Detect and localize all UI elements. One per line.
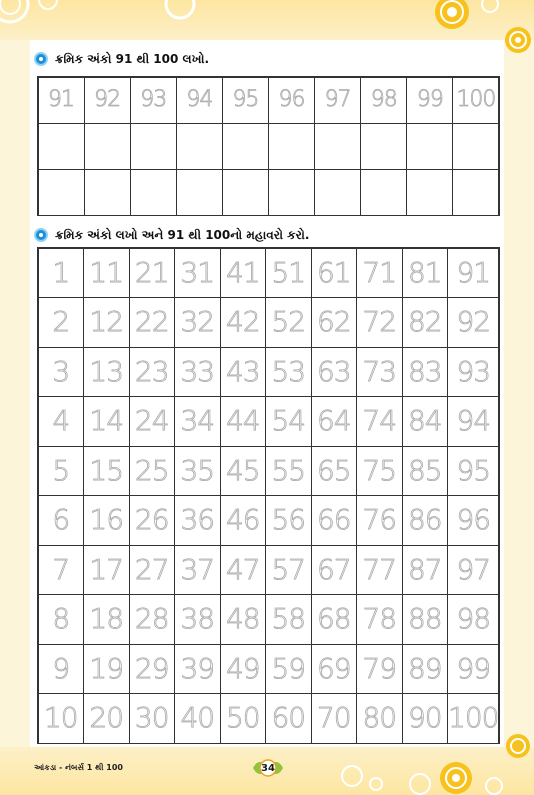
trace-cell[interactable] [447, 495, 499, 546]
trace-cell[interactable] [402, 446, 449, 497]
trace-number: 100 [448, 701, 499, 735]
trace-number: 35 [180, 453, 215, 487]
trace-number: 60 [271, 701, 306, 735]
exercise-1-instruction [34, 50, 209, 68]
trace-cell[interactable] [129, 297, 176, 348]
trace-cell[interactable] [402, 297, 449, 348]
trace-number: 51 [271, 255, 306, 289]
empty-write-cell[interactable] [406, 169, 453, 216]
trace-cell[interactable] [38, 693, 85, 744]
trace-cell[interactable] [268, 77, 315, 124]
trace-number: 47 [225, 552, 260, 586]
trace-cell[interactable] [447, 347, 499, 398]
trace-cell[interactable] [38, 495, 85, 546]
trace-number: 64 [316, 404, 351, 438]
trace-cell[interactable] [174, 347, 221, 398]
trace-cell[interactable] [83, 248, 130, 299]
trace-cell[interactable] [311, 594, 358, 645]
trace-number: 2 [52, 305, 70, 339]
trace-number: 31 [180, 255, 215, 289]
trace-number: 24 [134, 404, 169, 438]
empty-write-cell[interactable] [176, 169, 223, 216]
empty-write-cell[interactable] [222, 169, 269, 216]
trace-cell[interactable] [130, 77, 177, 124]
trace-cell[interactable] [265, 693, 312, 744]
trace-cell[interactable] [452, 77, 499, 124]
empty-write-cell[interactable] [130, 123, 177, 170]
trace-cell[interactable] [356, 644, 403, 695]
trace-number: 91 [456, 255, 491, 289]
trace-cell[interactable] [174, 248, 221, 299]
trace-cell[interactable] [265, 347, 312, 398]
exercise-2-instruction [34, 226, 309, 244]
trace-cell[interactable] [356, 297, 403, 348]
trace-cell[interactable] [38, 77, 85, 124]
trace-number: 17 [89, 552, 124, 586]
trace-number: 50 [225, 701, 260, 735]
empty-write-cell[interactable] [314, 123, 361, 170]
trace-cell[interactable] [174, 396, 221, 447]
trace-number: 52 [271, 305, 306, 339]
empty-write-cell[interactable] [222, 123, 269, 170]
trace-cell[interactable] [174, 644, 221, 695]
trace-cell[interactable] [174, 446, 221, 497]
trace-cell[interactable] [265, 446, 312, 497]
swirl-decoration-bottom-center [330, 752, 390, 795]
trace-number: 44 [225, 404, 260, 438]
trace-number: 10 [43, 701, 78, 735]
trace-cell[interactable] [220, 396, 267, 447]
trace-number: 7 [52, 552, 70, 586]
trace-number: 21 [134, 255, 169, 289]
trace-number: 97 [456, 552, 491, 586]
trace-number: 39 [180, 651, 215, 685]
trace-number: 100 [456, 87, 496, 112]
trace-number: 45 [225, 453, 260, 487]
trace-cell[interactable] [129, 248, 176, 299]
trace-number: 92 [94, 87, 121, 112]
trace-cell[interactable] [129, 495, 176, 546]
trace-cell[interactable] [402, 248, 449, 299]
empty-write-cell[interactable] [406, 123, 453, 170]
trace-cell[interactable] [356, 693, 403, 744]
trace-cell[interactable] [129, 693, 176, 744]
trace-number: 12 [89, 305, 124, 339]
trace-number: 6 [52, 503, 70, 537]
trace-cell[interactable] [220, 347, 267, 398]
trace-number: 46 [225, 503, 260, 537]
trace-number: 95 [456, 453, 491, 487]
trace-cell[interactable] [265, 396, 312, 447]
trace-number: 14 [89, 404, 124, 438]
empty-write-cell[interactable] [360, 123, 407, 170]
trace-cell[interactable] [129, 545, 176, 596]
swirl-decoration-top-left [0, 0, 70, 36]
trace-number: 30 [134, 701, 169, 735]
trace-cell[interactable] [220, 297, 267, 348]
trace-number: 73 [362, 354, 397, 388]
trace-cell[interactable] [83, 693, 130, 744]
trace-cell[interactable] [83, 545, 130, 596]
trace-number: 99 [456, 651, 491, 685]
trace-number: 42 [225, 305, 260, 339]
trace-cell[interactable] [174, 297, 221, 348]
trace-number: 75 [362, 453, 397, 487]
trace-number: 71 [362, 255, 397, 289]
trace-cell[interactable] [356, 248, 403, 299]
trace-number: 49 [225, 651, 260, 685]
trace-cell[interactable] [220, 693, 267, 744]
empty-write-cell[interactable] [268, 169, 315, 216]
trace-number: 97 [324, 87, 351, 112]
page-number: 34 [261, 762, 275, 774]
trace-number: 65 [316, 453, 351, 487]
empty-write-cell[interactable] [84, 169, 131, 216]
trace-cell[interactable] [311, 545, 358, 596]
trace-number: 70 [316, 701, 351, 735]
trace-cell[interactable] [265, 545, 312, 596]
trace-number: 69 [316, 651, 351, 685]
empty-write-cell[interactable] [360, 169, 407, 216]
trace-cell[interactable] [356, 495, 403, 546]
trace-cell[interactable] [83, 396, 130, 447]
trace-number: 19 [89, 651, 124, 685]
trace-number: 99 [416, 87, 443, 112]
trace-number: 96 [456, 503, 491, 537]
trace-number: 78 [362, 602, 397, 636]
trace-number: 58 [271, 602, 306, 636]
trace-number: 79 [362, 651, 397, 685]
trace-cell[interactable] [402, 495, 449, 546]
trace-number: 61 [316, 255, 351, 289]
trace-cell[interactable] [129, 347, 176, 398]
trace-cell[interactable] [265, 594, 312, 645]
trace-cell[interactable] [402, 693, 449, 744]
trace-cell[interactable] [174, 594, 221, 645]
trace-cell[interactable] [402, 347, 449, 398]
trace-cell[interactable] [220, 495, 267, 546]
trace-cell[interactable] [356, 545, 403, 596]
trace-cell[interactable] [174, 495, 221, 546]
trace-cell[interactable] [220, 248, 267, 299]
trace-cell[interactable] [447, 644, 499, 695]
trace-cell[interactable] [265, 248, 312, 299]
trace-number: 13 [89, 354, 124, 388]
trace-number: 4 [52, 404, 70, 438]
trace-cell[interactable] [402, 594, 449, 645]
trace-number: 77 [362, 552, 397, 586]
trace-cell[interactable] [447, 446, 499, 497]
trace-cell[interactable] [447, 297, 499, 348]
trace-number: 20 [89, 701, 124, 735]
trace-number: 62 [316, 305, 351, 339]
bullet-icon [34, 52, 48, 66]
trace-cell[interactable] [129, 446, 176, 497]
trace-cell[interactable] [220, 594, 267, 645]
trace-cell[interactable] [311, 693, 358, 744]
trace-number: 15 [89, 453, 124, 487]
trace-number: 11 [89, 255, 124, 289]
trace-cell[interactable] [129, 644, 176, 695]
trace-number: 18 [89, 602, 124, 636]
trace-cell[interactable] [356, 396, 403, 447]
trace-cell[interactable] [265, 644, 312, 695]
empty-write-cell[interactable] [38, 169, 85, 216]
book-title: આંકડા - નંબર્સ 1 થી 100 [34, 763, 123, 772]
trace-number: 8 [52, 602, 70, 636]
trace-cell[interactable] [84, 77, 131, 124]
trace-number: 74 [362, 404, 397, 438]
trace-number: 26 [134, 503, 169, 537]
bullet-icon [34, 228, 48, 242]
trace-number: 38 [180, 602, 215, 636]
exercise-1-grid [37, 76, 500, 216]
empty-write-cell[interactable] [130, 169, 177, 216]
trace-number: 1 [52, 255, 70, 289]
exercise-2-grid [37, 247, 500, 744]
exercise-1-instruction-text: ક્રમિક અંકો 91 થી 100 લખો. [55, 51, 210, 66]
trace-number: 57 [271, 552, 306, 586]
trace-cell[interactable] [38, 297, 85, 348]
trace-cell[interactable] [447, 248, 499, 299]
trace-number: 63 [316, 354, 351, 388]
trace-number: 23 [134, 354, 169, 388]
trace-number: 66 [316, 503, 351, 537]
trace-number: 93 [140, 87, 167, 112]
trace-number: 95 [232, 87, 259, 112]
trace-cell[interactable] [220, 545, 267, 596]
trace-cell[interactable] [447, 693, 499, 744]
trace-cell[interactable] [356, 446, 403, 497]
trace-cell[interactable] [83, 644, 130, 695]
trace-number: 98 [370, 87, 397, 112]
trace-number: 27 [134, 552, 169, 586]
trace-number: 55 [271, 453, 306, 487]
empty-write-cell[interactable] [268, 123, 315, 170]
trace-number: 56 [271, 503, 306, 537]
swirl-decoration-top-center [150, 0, 210, 32]
trace-cell[interactable] [220, 446, 267, 497]
trace-number: 76 [362, 503, 397, 537]
trace-number: 91 [48, 87, 75, 112]
trace-number: 90 [407, 701, 442, 735]
trace-cell[interactable] [38, 644, 85, 695]
trace-cell[interactable] [174, 545, 221, 596]
trace-cell[interactable] [38, 545, 85, 596]
trace-number: 92 [456, 305, 491, 339]
trace-number: 87 [407, 552, 442, 586]
trace-cell[interactable] [402, 644, 449, 695]
trace-cell[interactable] [129, 396, 176, 447]
trace-cell[interactable] [129, 594, 176, 645]
trace-cell[interactable] [83, 297, 130, 348]
trace-number: 48 [225, 602, 260, 636]
trace-cell[interactable] [220, 644, 267, 695]
trace-number: 88 [407, 602, 442, 636]
trace-number: 68 [316, 602, 351, 636]
trace-cell[interactable] [38, 347, 85, 398]
trace-number: 82 [407, 305, 442, 339]
trace-cell[interactable] [38, 248, 85, 299]
trace-number: 34 [180, 404, 215, 438]
trace-cell[interactable] [83, 495, 130, 546]
trace-number: 89 [407, 651, 442, 685]
trace-number: 25 [134, 453, 169, 487]
trace-cell[interactable] [360, 77, 407, 124]
empty-write-cell[interactable] [84, 123, 131, 170]
trace-cell[interactable] [402, 545, 449, 596]
trace-cell[interactable] [83, 594, 130, 645]
trace-cell[interactable] [311, 495, 358, 546]
trace-cell[interactable] [311, 446, 358, 497]
trace-number: 98 [456, 602, 491, 636]
trace-number: 53 [271, 354, 306, 388]
trace-number: 80 [362, 701, 397, 735]
trace-cell[interactable] [447, 594, 499, 645]
trace-number: 36 [180, 503, 215, 537]
trace-number: 5 [52, 453, 70, 487]
trace-cell[interactable] [311, 396, 358, 447]
empty-write-cell[interactable] [176, 123, 223, 170]
trace-cell[interactable] [222, 77, 269, 124]
trace-cell[interactable] [314, 77, 361, 124]
trace-number: 94 [456, 404, 491, 438]
trace-number: 41 [225, 255, 260, 289]
trace-cell[interactable] [311, 644, 358, 695]
trace-number: 59 [271, 651, 306, 685]
trace-number: 94 [186, 87, 213, 112]
trace-number: 72 [362, 305, 397, 339]
trace-cell[interactable] [265, 495, 312, 546]
trace-number: 83 [407, 354, 442, 388]
trace-number: 3 [52, 354, 70, 388]
trace-number: 84 [407, 404, 442, 438]
trace-cell[interactable] [38, 446, 85, 497]
empty-write-cell[interactable] [314, 169, 361, 216]
trace-cell[interactable] [311, 347, 358, 398]
page-number-badge [255, 757, 281, 779]
trace-number: 43 [225, 354, 260, 388]
trace-cell[interactable] [356, 594, 403, 645]
trace-number: 29 [134, 651, 169, 685]
trace-cell[interactable] [83, 347, 130, 398]
trace-number: 96 [278, 87, 305, 112]
empty-write-cell[interactable] [38, 123, 85, 170]
trace-number: 85 [407, 453, 442, 487]
trace-number: 16 [89, 503, 124, 537]
trace-cell[interactable] [447, 396, 499, 447]
trace-cell[interactable] [311, 297, 358, 348]
trace-cell[interactable] [174, 693, 221, 744]
empty-write-cell[interactable] [452, 169, 499, 216]
trace-cell[interactable] [406, 77, 453, 124]
trace-number: 86 [407, 503, 442, 537]
trace-number: 33 [180, 354, 215, 388]
exercise-2-instruction-text: ક્રમિક અંકો લખો અને 91 થી 100નો મહાવરો કરો. [55, 227, 310, 242]
trace-cell[interactable] [265, 297, 312, 348]
trace-number: 54 [271, 404, 306, 438]
trace-number: 22 [134, 305, 169, 339]
trace-cell[interactable] [176, 77, 223, 124]
trace-number: 93 [456, 354, 491, 388]
trace-cell[interactable] [311, 248, 358, 299]
trace-cell[interactable] [447, 545, 499, 596]
trace-cell[interactable] [38, 594, 85, 645]
trace-number: 40 [180, 701, 215, 735]
trace-number: 81 [407, 255, 442, 289]
empty-write-cell[interactable] [452, 123, 499, 170]
trace-number: 32 [180, 305, 215, 339]
trace-cell[interactable] [83, 446, 130, 497]
trace-cell[interactable] [38, 396, 85, 447]
trace-number: 28 [134, 602, 169, 636]
trace-number: 37 [180, 552, 215, 586]
trace-cell[interactable] [402, 396, 449, 447]
trace-cell[interactable] [356, 347, 403, 398]
trace-number: 67 [316, 552, 351, 586]
trace-number: 9 [52, 651, 70, 685]
